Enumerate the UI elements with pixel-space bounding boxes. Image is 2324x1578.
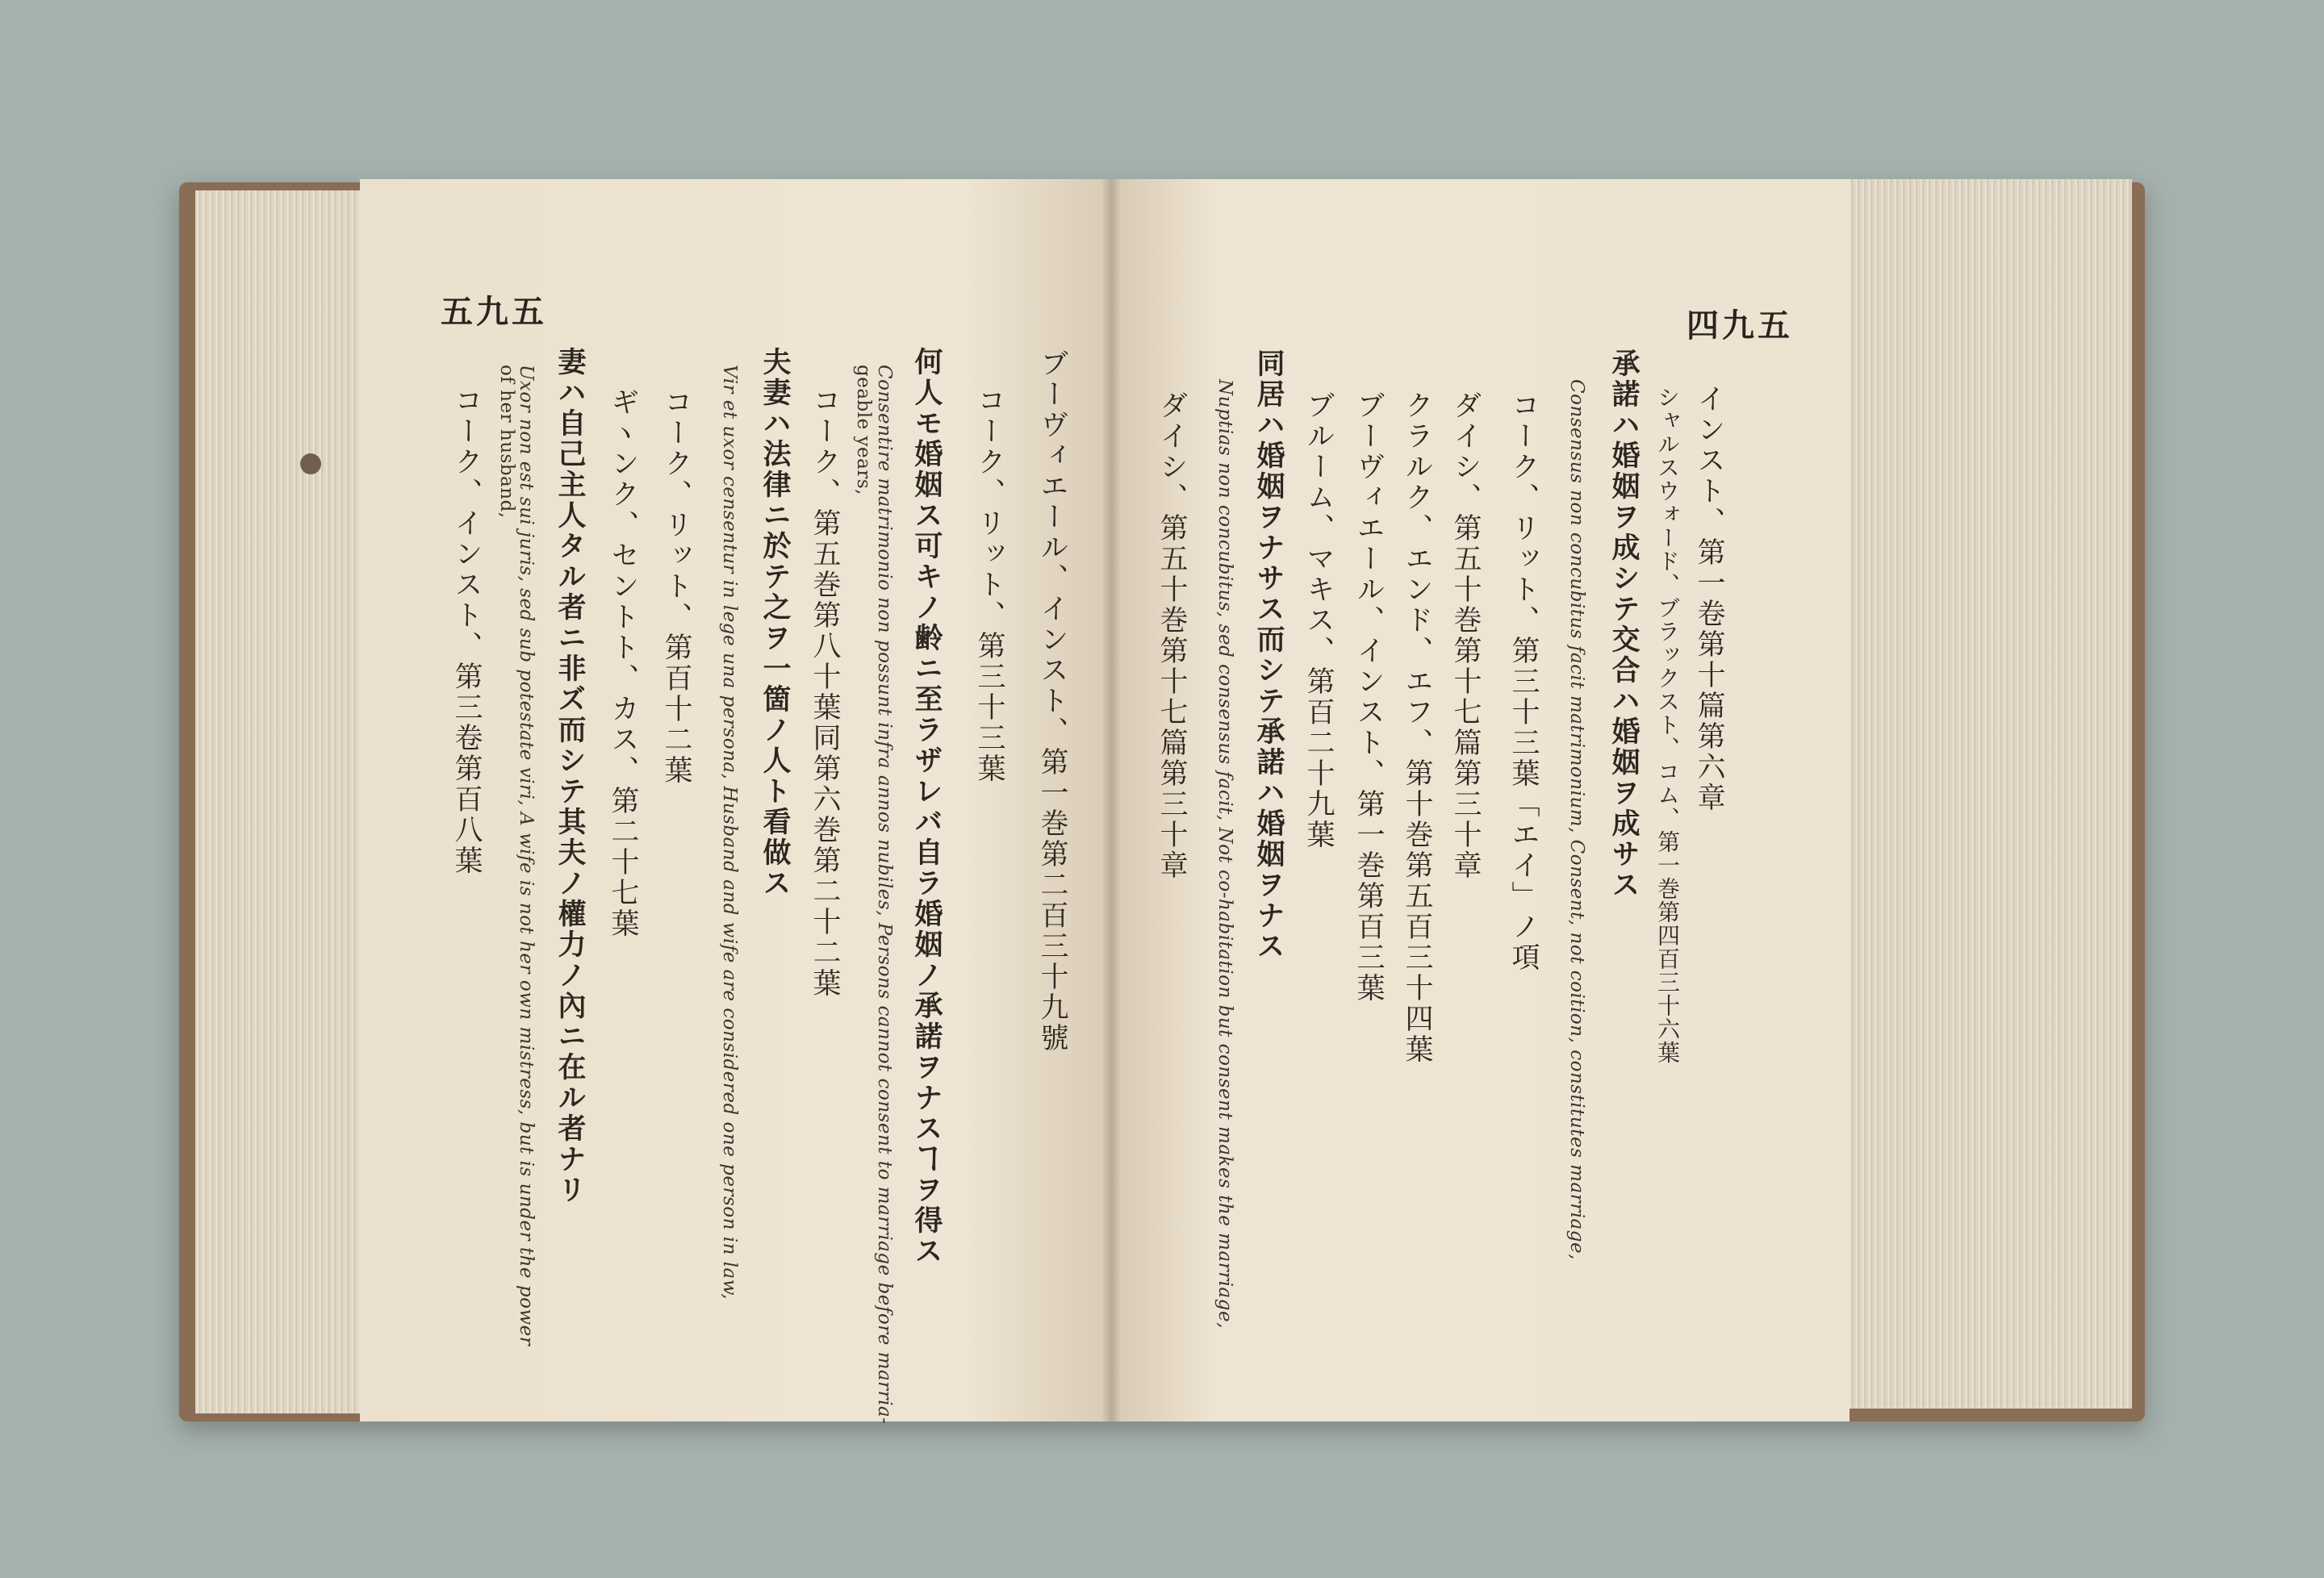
left-column-1: ブーヴィエール、インスト、第一巻第二百三十九號 [1036, 349, 1068, 1054]
left-column-10: ギヽンク、セントト、カス、第二十七葉 [607, 387, 639, 939]
left-column-13: of her husband, [496, 365, 517, 519]
page-edges-right [1848, 179, 2132, 1409]
left-column-4: Consentire matrimonio non possunt infra annos nubiles, Persons cannot consent to marriage before marria- [874, 365, 895, 1425]
left-column-9: コーク、リット、第百十二葉 [660, 387, 692, 786]
right-column-4: Consensus non concubitus facit matrimonium, Consent, not coition, constitutes marriage, [1566, 379, 1587, 1260]
left-column-2: コーク、リット、第三十三葉 [973, 386, 1005, 784]
left-column-14: コーク、インスト、第三卷第百八葉 [450, 386, 483, 876]
right-column-11: Nuptias non concubitus, sed consensus facit, Not co-habitation but consent makes the marriage, [1214, 379, 1235, 1329]
left-column-7: 夫妻ハ法律ニ於テ之ヲ一箇ノ人ト看做ス [759, 347, 792, 899]
right-column-10: 同居ハ婚姻ヲナサス而シテ承諾ハ婚姻ヲナス [1252, 349, 1285, 962]
right-column-3: 承諾ハ婚姻ヲ成シテ交合ハ婚姻ヲ成サス [1607, 349, 1641, 900]
right-column-9: ブルーム、マキス、第百二十九葉 [1302, 390, 1335, 850]
right-column-6: ダイシ、第五十巻第十七篇第三十章 [1449, 390, 1482, 881]
right-column-8: ブーヴィエール、インスト、第一巻第百三葉 [1352, 390, 1385, 1004]
right-column-12: ダイシ、第五十巻第十七篇第三十章 [1156, 390, 1188, 881]
page-edges-left [195, 190, 363, 1413]
left-column-11: 妻ハ自己主人タル者ニ非ズ而シテ其夫ノ權力ノ內ニ在ル者ナリ [554, 347, 587, 1205]
right-column-5: コーク、リット、第三十三葉「エイ」ノ項 [1507, 390, 1540, 973]
left-column-8: Vir et uxor censentur in lege una persona, Husband and wife are considered one person in law, [719, 365, 740, 1300]
right-column-1: インスト、第一卷第十篇第六章 [1693, 384, 1725, 813]
left-column-12: Uxor non est sui juris, sed sub potestate viri, A wife is not her own mistress, but is under the power [516, 365, 537, 1346]
left-column-3: 何人モ婚姻ス可キノ齢ニ至ラザレバ自ラ婚姻ノ承諾ヲナスヿヲ得ス [910, 347, 943, 1267]
left-column-5: geable years, [853, 365, 874, 495]
book-gutter [1102, 179, 1120, 1421]
left-column-6: コーク、第五巻第八十葉同第六巻第二十二葉 [809, 386, 841, 999]
right-page-number: 四九五 [1687, 307, 1793, 344]
left-page-number: 五九五 [441, 293, 547, 331]
right-column-2: シャルスウォード、ブラックスト、コム、第一巻第四百三十六葉 [1654, 386, 1681, 1064]
right-column-7: クラルク、エンド、エフ、第十巻第五百三十四葉 [1401, 390, 1433, 1065]
binding-hole [300, 453, 321, 474]
